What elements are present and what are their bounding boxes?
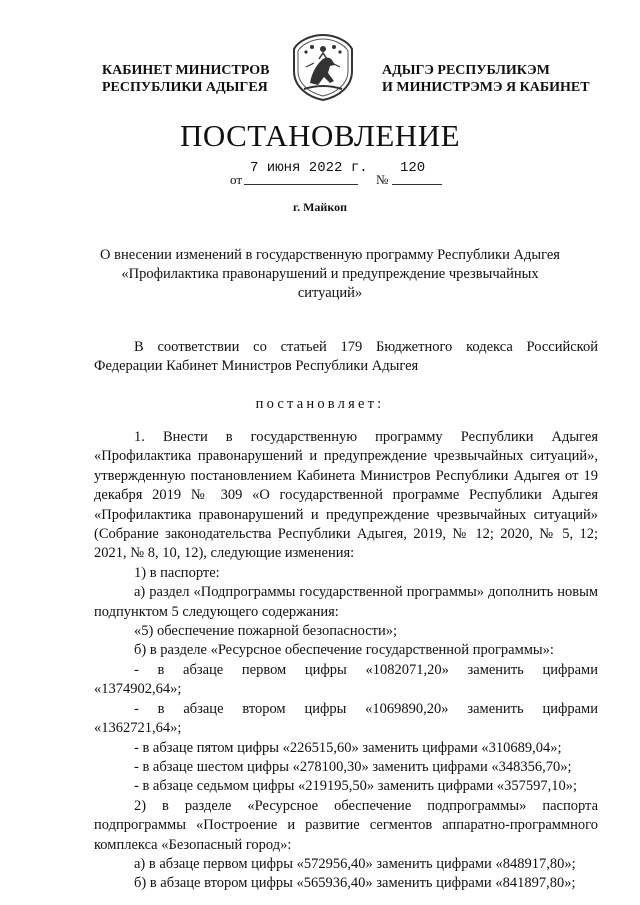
decree-word: постановляет:: [255, 396, 385, 412]
issuer-name-adyghe: [382, 62, 590, 96]
amendment-line: - в абзаце пятом цифры «226515,60» заменить цифрами «310689,04»;: [134, 739, 562, 756]
preamble: [94, 338, 598, 377]
item-1: 1. Внести в государственную программу Республики Адыгея «Профилактика правонарушений и предупреждение чрезвычайных ситуаций», утвержденную постановлением Кабинета Министров Республики Адыгея от 19 декабря 2019 № 309 «О государственной программе Республики Адыгея «Профилактика правонарушений и предупреждение чрезвычайных ситуаций» (Собрание законодательства Республики Адыгея, 2019, № 12; 2020, № 5, 12; 2021, № 8, 10, 12), следующие изменения:: [94, 429, 598, 562]
subitem-1: 1) в паспорте:: [134, 564, 220, 581]
document-title: ПОСТАНОВЛЕНИЕ: [179, 118, 461, 153]
issuer-line-2: И МИНИСТРЭМЭ Я КАБИНЕТ: [382, 80, 590, 95]
document-body: [94, 428, 598, 894]
city-name: г. Майкоп: [292, 200, 347, 214]
subitem-1a-quote: «5) обеспечение пожарной безопасности»;: [134, 623, 398, 640]
amendment-line: - в абзаце седьмом цифры «219195,50» заменить цифрами «357597,10»;: [134, 778, 577, 795]
amendment-line-continued: «1374902,64»;: [94, 681, 182, 698]
number-value: 120: [400, 160, 426, 176]
subitem-2: 2) в разделе «Ресурсное обеспечение подпрограммы» паспорта подпрограммы «Построение и развитие сегментов аппаратно-программного комплекса «Безопасный город»:: [94, 797, 598, 853]
subitem-2a: а) в абзаце первом цифры «572956,40» заменить цифрами «848917,80»;: [134, 855, 576, 872]
amendment-line: - в абзаце первом цифры «1082071,20» заменить цифрами: [134, 661, 598, 678]
subitem-1a: а) раздел «Подпрограммы государственной программы» дополнить новым подпунктом 5 следующего содержания:: [94, 584, 598, 620]
issuer-line-2: РЕСПУБЛИКИ АДЫГЕЯ: [102, 80, 268, 95]
amendment-line: - в абзаце втором цифры «1069890,20» заменить цифрами: [134, 700, 598, 717]
subitem-2b: б) в абзаце втором цифры «565936,40» заменить цифрами «841897,80»;: [134, 875, 576, 892]
number-prefix: №: [376, 172, 389, 187]
number-underline: [392, 184, 442, 185]
document-subject: О внесении изменений в государственную программу Республики Адыгея «Профилактика правонарушений и предупреждение чрезвычайных ситуаций»: [100, 247, 560, 301]
issuer-name-russian: [102, 62, 270, 96]
amendment-line: - в абзаце шестом цифры «278100,30» заменить цифрами «348356,70»;: [134, 758, 572, 775]
coat-of-arms-icon: [290, 33, 356, 101]
date-prefix: от: [230, 172, 243, 187]
issuer-line-1: АДЫГЭ РЕСПУБЛИКЭМ: [382, 63, 550, 78]
date-underline: [244, 184, 358, 185]
date-value: 7 июня 2022 г.: [250, 160, 368, 176]
issuer-line-1: КАБИНЕТ МИНИСТРОВ: [102, 63, 270, 78]
preamble-text: В соответствии со статьей 179 Бюджетного кодекса Российской Федерации Кабинет Министров Республики Адыгея: [94, 339, 598, 375]
amendment-line-continued: «1362721,64»;: [94, 720, 182, 737]
subitem-1b: б) в разделе «Ресурсное обеспечение государственной программы»:: [134, 642, 554, 659]
